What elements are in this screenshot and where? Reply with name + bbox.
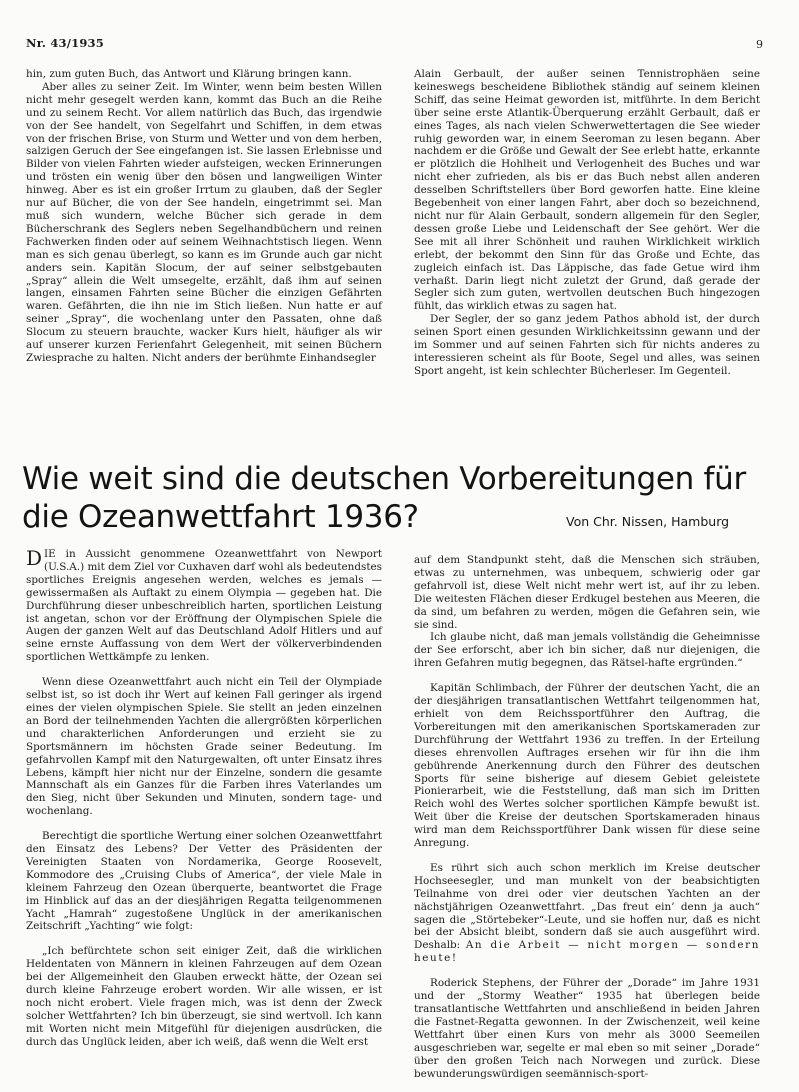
paragraph: Alain Gerbault, der außer seinen Tennistrophäen seine keineswegs bescheidene Bibliothek ständig auf seinem kleinen Schiff, das seine Heimat geworden ist, mitführte. In dem Bericht über seine erste Atlantik-Überquerung erzählt Gerbault, daß er eines Tages, als nach vielen Schwerwettertagen die See wieder ruhig geworden war, in einem Seeroman zu lesen begann. Aber nachdem er die Größe und Gewalt der See erlebt hatte, erkannte er plötzlich die Hohlheit und Verlogenheit des Buches und war nicht eher zufrieden, als bis er das Buch nebst allen anderen desselben Schriftstellers über Bord geworfen hatte. Eine kleine Begebenheit von einer langen Fahrt, aber doch so bezeichnend, nicht nur für Alain Gerbault, sondern allgemein für den Segler, dessen große Liebe und Leidenschaft der See gehört. Wer die See mit all ihrer Schönheit und rauhen Wirklichkeit wirklich erlebt, der bekommt den Sinn für das Große und Echte, das zugleich einfach ist. Das Läppische, das fade Getue wird ihm verhaßt. Darin liegt nicht zuletzt der Grund, daß gerade der Segler sich zum guten, wertvollen deutschen Buch hingezogen fühlt, das wirklich etwas zu sagen hat.	[414, 68, 760, 313]
paragraph: Wenn diese Ozeanwettfahrt auch nicht ein Teil der Olympiade selbst ist, so ist doch ihr Wert auf keinen Fall geringer als irgend eines der vielen olympischen Spiele. Sie stellt an jeden einzelnen an Bord der teilnehmenden Yachten die allergrößten körperlichen und charakterlichen Anforderungen und erzieht sie zu Sportsmännern im höchsten Grade seiner Bedeutung. Im gefahrvollen Kampf mit den Naturgewalten, oft unter Einsatz ihres Lebens, kämpft hier nicht nur der Einzelne, sondern die gesamte Mannschaft als ein Ganzes für die Farben ihres Vaterlandes um den Sieg, nicht über Sekunden und Minuten, sondern tage- und wochenlang.	[26, 676, 382, 818]
paragraph: Berechtigt die sportliche Wertung einer solchen Ozeanwettfahrt den Einsatz des Lebens? Der Vetter des Präsidenten der Vereinigten Staaten von Nordamerika, George Roosevelt, Kommodore des „Cruising Clubs of America“, der viele Male in kleinem Fahrzeug den Ozean überquerte, beantwortet die Frage im Hinblick auf das an der diesjährigen Regatta teilgenommenen Yacht „Hamrah“ zugestoßene Unglück in der amerikanischen Zeitschrift „Yachting“ wie folgt:	[26, 830, 382, 933]
paragraph: hin, zum guten Buch, das Antwort und Klärung bringen kann.	[26, 68, 352, 80]
paragraph	[414, 862, 760, 965]
paragraph: Roderick Stephens, der Führer der „Dorade“ im Jahre 1931 und der „Stormy Weather“ 1935 hat überlegen beide transatlantische Wettfahrten und anschließend in beiden Jahren die Fastnet-Regatta gewonnen. In der Zwischenzeit, weil keine Wettfahrt über einen Kurs von mehr als 3000 Seemeilen ausgeschrieben war, segelte er mal eben so mit seiner „Dorade“ über den großen Teich nach Norwegen und zurück. Diese bewunderungswürdigen seemännisch-sport-	[414, 977, 760, 1080]
article-byline: Von Chr. Nissen, Hamburg	[566, 514, 730, 529]
drop-cap: D	[26, 546, 43, 570]
emphasis-text: An die Arbeit — nicht morgen — sondern heute!	[414, 939, 760, 965]
top-left-column	[26, 68, 382, 365]
paragraph: Ich glaube nicht, daß man jemals vollständig die Geheimnisse der See erforscht, aber ich bin sicher, daß nur diejenigen, die ihren Gefahren mutig begegnen, das Rätsel-hafte ergründen.“	[414, 631, 760, 670]
paragraph	[26, 548, 382, 664]
paragraph-text: IE in Aussicht genommene Ozeanwettfahrt von Newport (U.S.A.) mit dem Ziel vor Cuxhaven darf wohl als bedeutendstes sportliches Ereignis angesehen werden, welches es jemals — gewissermaßen als Auftakt zu einem Olympia — gegeben hat. Die Durchführung dieser unbeschreiblich harten, sportlichen Leistung ist angetan, schon vor der Eröffnung der Olympischen Spiele die Augen der ganzen Welt auf das Deutschland Adolf Hitlers und auf seine ernste Auffassung von dem Wert der völkerverbindenden sportlichen Wettkämpfe zu lenken.	[26, 548, 382, 664]
article-right-column	[414, 554, 760, 1080]
article-headline: Wie weit sind die deutschen Vorbereitungen für die Ozeanwettfahrt 1936?	[22, 461, 746, 535]
paragraph: auf dem Standpunkt steht, daß die Menschen sich sträuben, etwas zu unternehmen, was unbequem, schwierig oder gar gefahrvoll ist, diese Welt nicht mehr wert ist, auf ihr zu leben. Die weitesten Flächen dieser Erdkugel bestehen aus Meeren, die da sind, um befahren zu werden, mögen die Gefahren sein, wie sie sind.	[414, 554, 760, 631]
paragraph: Kapitän Schlimbach, der Führer der deutschen Yacht, die an der diesjährigen transatlantischen Wettfahrt teilgenommen hat, erhielt von dem Reichssportführer den Auftrag, die Vorbereitungen mit den amerikanischen Sportskameraden zur Durchführung der Wettfahrt 1936 zu treffen. In der Erteilung dieses ehrenvollen Auftrages ersehen wir für ihn die ihm gebührende Anerkennung durch den Führer des deutschen Sports für seine bisherige auf diesem Gebiet geleistete Pionierarbeit, wie die Feststellung, daß man sich im Dritten Reich wohl des Wertes solcher sportlichen Kämpfe bewußt ist. Weit über die Kreise der deutschen Sportskameraden hinaus wird man dem Reichssportführer Dank wissen für diese seine Anregung.	[414, 682, 760, 850]
paragraph: Der Segler, der so ganz jedem Pathos abhold ist, der durch seinen Sport einen gesunden Wirklichkeitssinn gewann und der im Sommer und auf seinen Fahrten sich für nichts anderes zu interessieren scheint als für Boote, Segel und alles, was seinen Sport angeht, ist kein schlechter Bücherleser. Im Gegenteil.	[414, 313, 760, 377]
article-left-column	[26, 548, 382, 1049]
top-right-column	[414, 68, 760, 378]
page-number: 9	[756, 38, 763, 51]
quote-paragraph: „Ich befürchtete schon seit einiger Zeit, daß die wirklichen Heldentaten von Männern in kleinen Fahrzeugen auf dem Ozean bei der Allgemeinheit den Glauben erweckt hätte, der Ozean sei durch kleine Fahrzeuge erobert worden. Wir alle wissen, er ist noch nicht erobert. Viele fragen mich, was ist denn der Zweck solcher Wettfahrten? Ich bin überzeugt, sie sind wertvoll. Ich kann mit Worten nicht mein Mitgefühl für diejenigen ausdrücken, die durch das Unglück leiden, aber ich weiß, daß wenn die Welt erst	[26, 945, 382, 1048]
paragraph-text: Es rührt sich auch schon merklich im Kreise deutscher Hochseesegler, und man munkelt von der beabsichtigten Teilnahme von drei oder vier deutschen Yachten an der nächstjährigen Ozeanwettfahrt. „Das freut ein’ denn ja auch“ sagen die „Störtebeker“-Leute, und sie hoffen nur, daß es nicht bei der Absicht bleibt, sondern daß sie auch ausgeführt wird. Deshalb:	[414, 861, 760, 952]
issue-number: Nr. 43/1935	[26, 36, 104, 50]
paragraph: Aber alles zu seiner Zeit. Im Winter, wenn beim besten Willen nicht mehr gesegelt werden kann, kommt das Buch an die Reihe und zu seinem Recht. Vor allem natürlich das Buch, das irgendwie von der See handelt, von Segelfahrt und Schiffen, in dem etwas von der frischen Brise, von Sturm und Wetter und von dem herben, salzigen Geruch der See eingefangen ist. Sie lassen Erlebnisse und Bilder von vielen Fahrten wieder aufsteigen, wecken Erinnerungen und trösten ein wenig über den bösen und langweiligen Winter hinweg. Aber es ist ein großer Irrtum zu glauben, daß der Segler nur auf Bücher, die von der See handeln, eingetrimmt sei. Man muß sich wundern, welche Bücher sich gerade in dem Bücherschrank des Seglers neben Segelhandbüchern und reinen Fachwerken finden oder auf seinem Weihnachtstisch liegen. Wenn man es sich genau überlegt, so kann es im Grunde auch gar nicht anders sein. Kapitän Slocum, der auf seiner selbstgebauten „Spray“ allein die Welt umsegelte, erzählt, daß ihm auf seinen langen, einsamen Fahrten seine Bücher die einzigen Gefährten waren. Gefährten, die ihn nie im Stich ließen. Nun hatte er auf seiner „Spray“, die wochenlang unter den Passaten, ohne daß Slocum zu steuern brauchte, wacker Kurs hielt, häufiger als wir auf unserer kurzen Ferienfahrt Gelegenheit, mit seinen Büchern Zwiesprache zu halten. Nicht anders der berühmte Einhandsegler	[26, 80, 382, 364]
